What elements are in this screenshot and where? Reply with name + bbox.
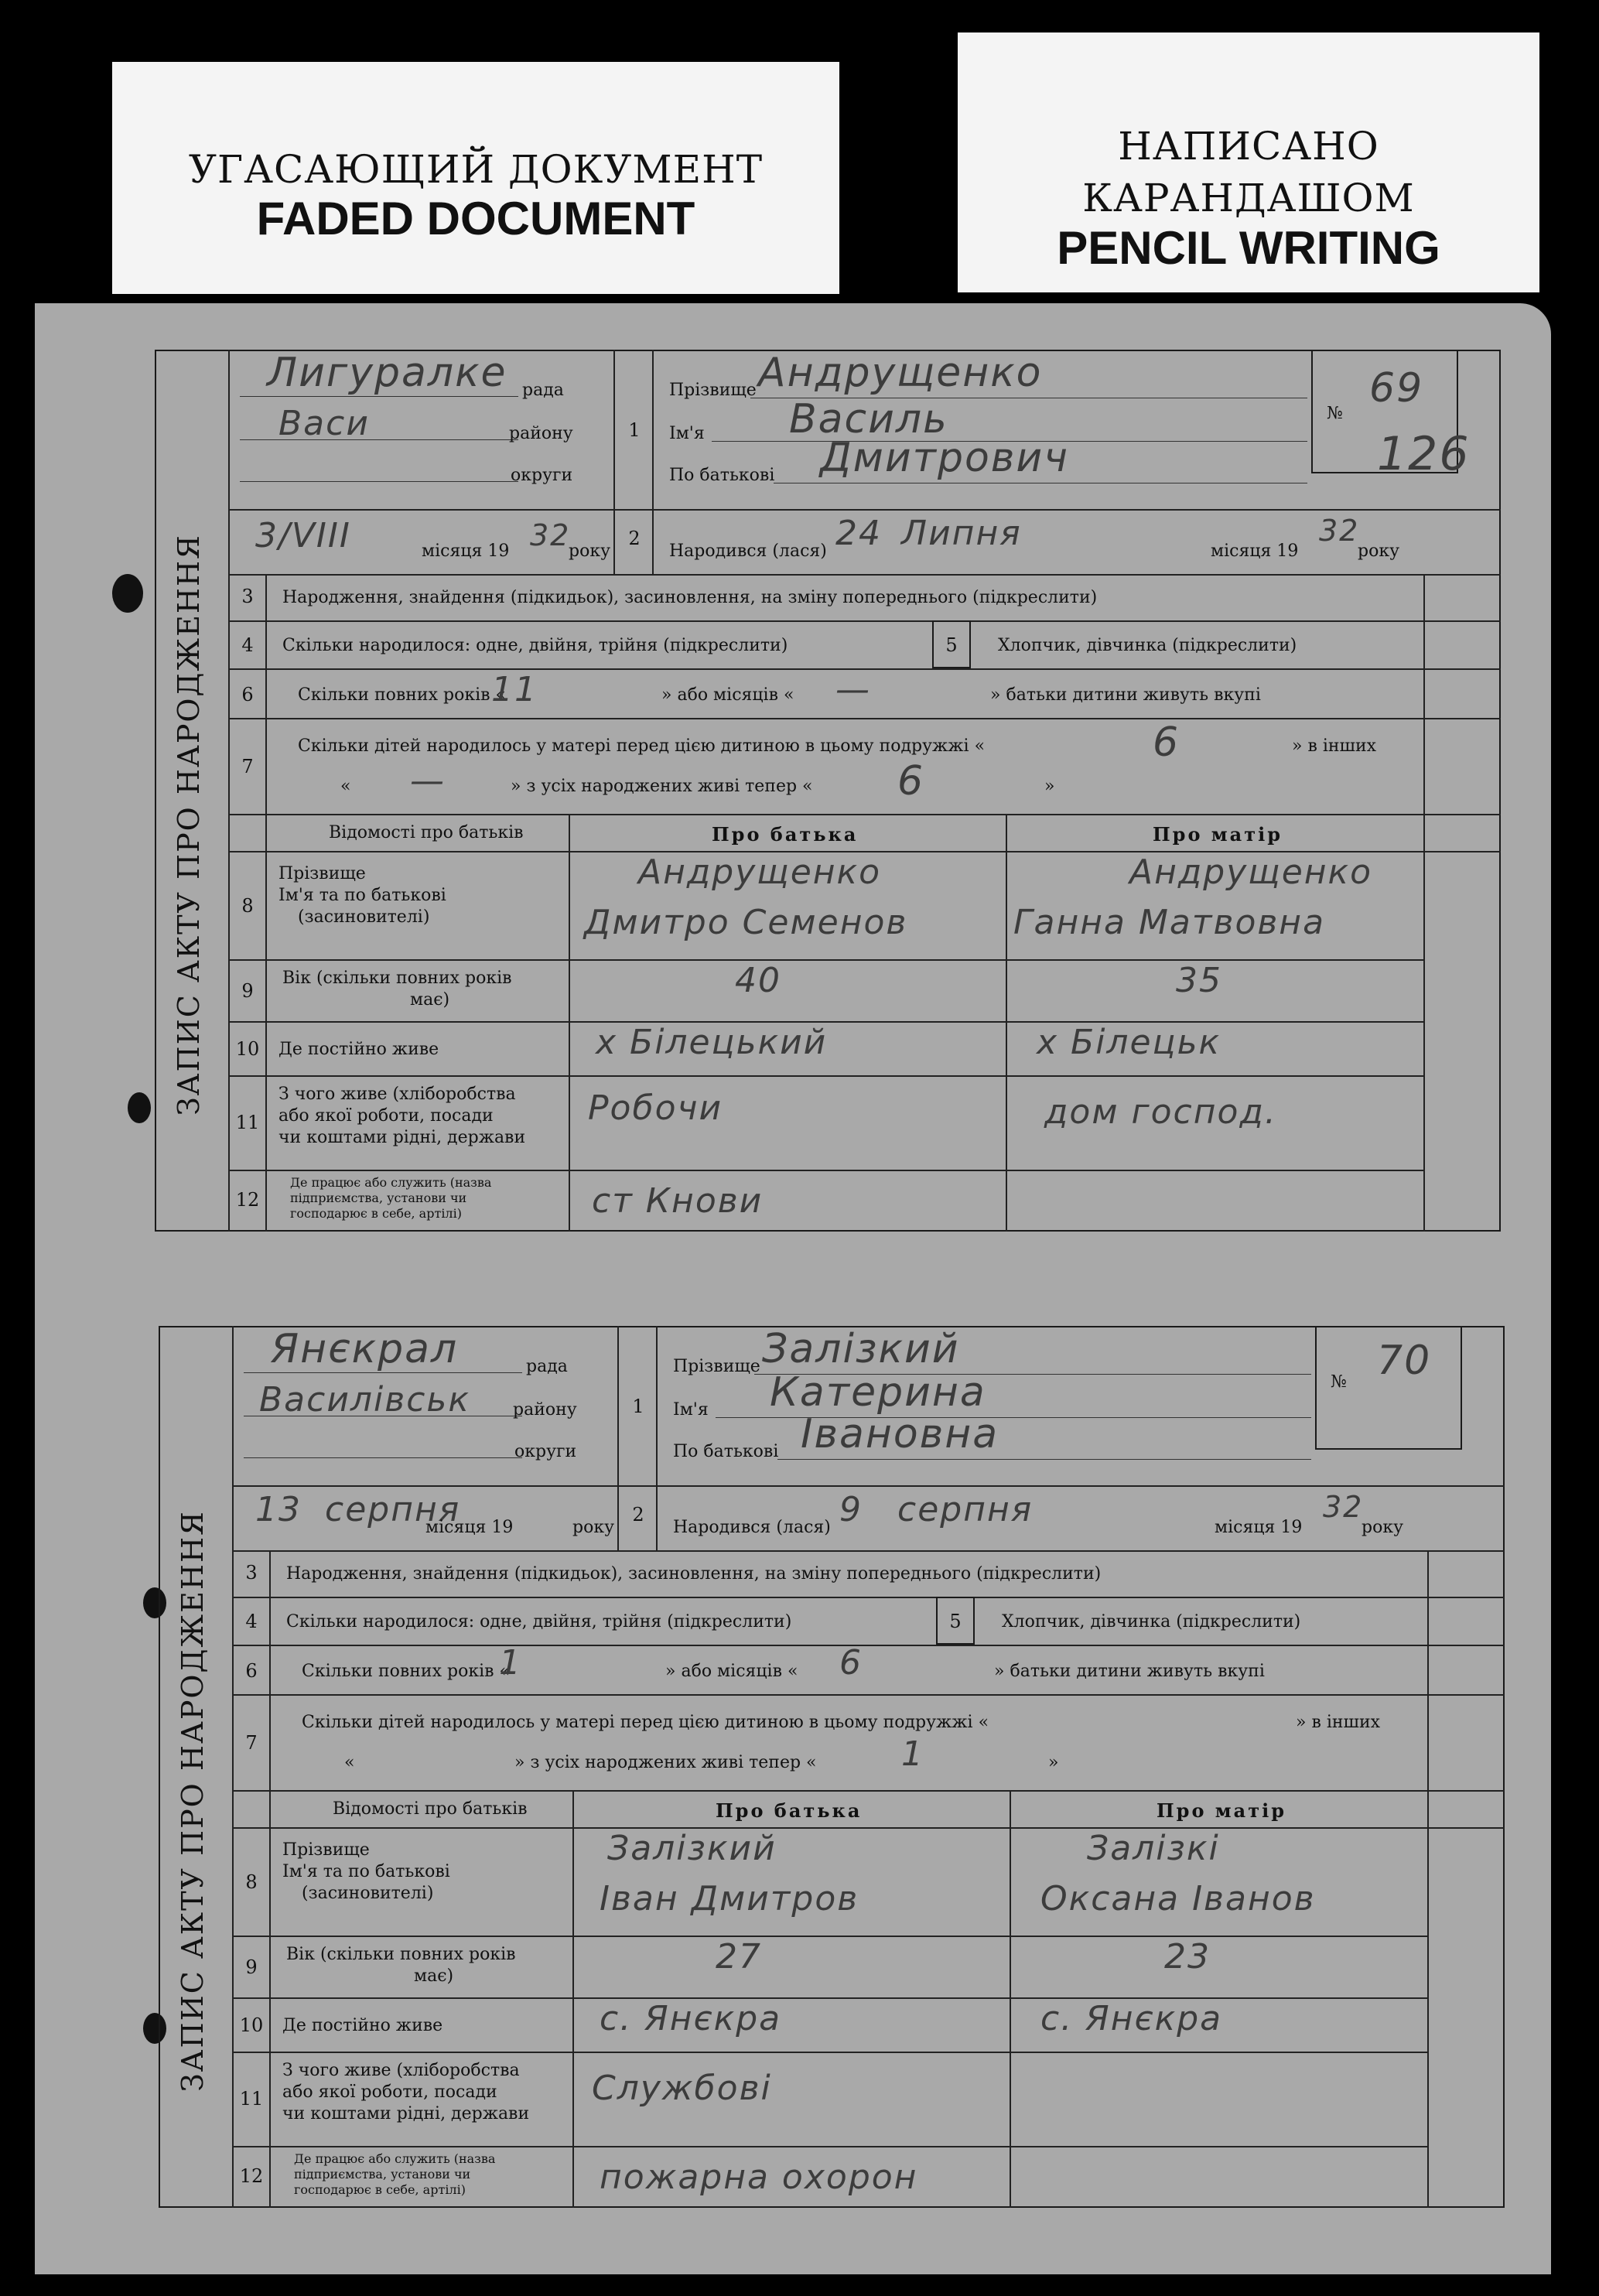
child-name: Катерина [770,1369,986,1416]
month-year-label: місяця 19 [425,1518,514,1537]
father-name: Іван Дмитров [600,1879,859,1918]
children-before: 6 [1153,719,1180,766]
child-surname: Залізкий [762,1326,960,1372]
record-number: 70 [1377,1338,1432,1384]
row5-text: Хлопчик, дівчинка (підкреслити) [998,636,1297,655]
children-other: — [410,761,446,801]
raion-label: району [509,424,573,443]
r11-label-2: або якої роботи, посади [282,2082,497,2102]
father-surname: Залізкий [607,1829,777,1868]
raion-value: Василівськ [259,1380,470,1420]
row7-text-c: « [344,1753,355,1772]
row-number: 3 [241,586,254,607]
label-pencil-en: PENCIL WRITING [1057,222,1440,274]
r12-label-1: Де працює або служить (назва [294,2151,496,2166]
row-number: 8 [245,1871,258,1893]
row6-text-b: » або місяців « [661,685,794,705]
row7-text-a: Скільки дітей народилось у матері перед цією дитиною в цьому подружжі « [302,1713,989,1732]
mother-surname: Залізкі [1087,1829,1220,1868]
row-number: 8 [241,895,254,917]
child-surname: Андрущенко [758,350,1043,396]
row3-text: Народження, знайдення (підкидьок), засиновлення, на зміну попереднього (підкреслити) [286,1564,1102,1584]
row-number: 2 [628,528,641,549]
year-label: року [569,542,611,561]
punch-hole [112,574,143,613]
mother-name: Оксана Іванов [1040,1879,1316,1918]
r9-label-2: має) [410,990,450,1010]
row-number: 9 [241,980,254,1002]
row-number: 12 [239,2165,264,2187]
r11-label-3: чи коштами рідні, держави [278,1128,526,1147]
birth-month: Липня [901,514,1022,553]
row-number: 2 [632,1504,644,1526]
r12-label-3: господарює в себе, артілі) [294,2182,466,2197]
mother-age: 35 [1176,961,1222,1000]
name-label: Ім'я [673,1400,709,1420]
row7-text-b: » в інших [1292,736,1377,756]
registration-day: 13 [255,1490,302,1529]
year-label: року [1362,1518,1404,1537]
punch-hole [128,1092,151,1123]
record-number-2: 126 [1377,427,1471,481]
month-year-label: місяця 19 [1215,1518,1303,1537]
r8-label-1: Прізвище [278,864,366,883]
registration-month: серпня [325,1490,461,1529]
row-number: 1 [632,1396,644,1417]
row-number: 4 [245,1611,258,1632]
father-residence: с. Янєкра [600,1999,782,2038]
months-together: 6 [839,1643,863,1683]
birth-day: 24 [835,514,882,553]
month-year-label: місяця 19 [422,542,510,561]
r12-label-2: підприємства, установи чи [294,2167,471,2182]
row-number: 6 [245,1660,258,1682]
father-age: 40 [735,961,781,1000]
row7-text-d: » з усіх народжених живі тепер « [511,777,813,796]
row-number: 10 [235,1038,260,1060]
row5-text: Хлопчик, дівчинка (підкреслити) [1002,1612,1301,1631]
r12-label-2: підприємства, установи чи [290,1191,467,1205]
patronymic-label: По батькові [669,466,775,485]
r8-label-3: (засиновителі) [298,907,430,927]
okruha-label: округи [514,1442,577,1461]
years-together: 1 [499,1643,522,1683]
r11-label-1: З чого живе (хліборобства [282,2061,520,2080]
row4-text: Скільки народилося: одне, двійня, трійня (підкреслити) [286,1612,792,1631]
surname-label: Прізвище [669,381,757,400]
row6-text-b: » або місяців « [665,1662,798,1681]
mother-surname: Андрущенко [1129,852,1373,892]
r8-label-1: Прізвище [282,1840,370,1860]
row-number: 5 [945,634,958,656]
label-pencil-ru-2: КАРАНДАШОМ [1082,176,1415,220]
rada-label: рада [522,381,564,400]
row7-text-b: » в інших [1296,1713,1381,1732]
row-number: 11 [235,1112,260,1133]
label-pencil-ru-1: НАПИСАНО [1118,124,1379,169]
row7-text-c: « [340,777,351,796]
name-label: Ім'я [669,424,705,443]
mother-residence: х Білецьк [1037,1023,1221,1062]
born-label: Народився (лася) [669,542,827,561]
row6-text-a: Скільки повних років « [298,685,506,705]
alive-now: 6 [897,758,925,805]
number-label: № [1331,1372,1347,1392]
side-title: ЗАПИС АКТУ ПРО НАРОДЖЕННЯ [172,534,206,1116]
mother-occupation: дом господ. [1044,1092,1277,1132]
okruha-label: округи [511,466,573,485]
registration-year: 32 [530,518,571,552]
r9-label-1: Вік (скільки повних років [286,1945,516,1964]
record-number: 69 [1369,365,1424,412]
row7-text-a: Скільки дітей народилось у матері перед цією дитиною в цьому подружжі « [298,736,986,756]
father-occupation: Робочи [588,1088,723,1128]
row-number: 7 [245,1732,258,1754]
mother-residence: с. Янєкра [1040,1999,1223,2038]
father-age: 27 [716,1937,762,1977]
year-label: року [572,1518,615,1537]
document-page [35,303,1551,2274]
month-year-label: місяця 19 [1211,542,1299,561]
row-number: 3 [245,1562,258,1584]
row-number: 1 [628,419,641,441]
r8-label-2: Ім'я та по батькові [278,886,446,905]
rada-value: Янєкрал [271,1326,459,1372]
row-number: 4 [241,634,254,656]
birth-record-1 [155,350,1501,1232]
column-header-mother: Про матір [1157,1799,1286,1822]
row6-text-c: » батьки дитини живуть вкупі [990,685,1261,705]
registration-day: 3/VIII [255,516,351,555]
mother-age: 23 [1164,1937,1211,1977]
r8-label-3: (засиновителі) [302,1884,434,1903]
column-header-mother: Про матір [1153,823,1283,846]
row3-text: Народження, знайдення (підкидьок), засиновлення, на зміну попереднього (підкреслити) [282,588,1098,607]
father-occupation: Службові [592,2069,772,2108]
birth-record-2 [159,1326,1505,2208]
side-title: ЗАПИС АКТУ ПРО НАРОДЖЕННЯ [176,1510,210,2092]
row7-text-e: » [1044,777,1055,796]
row-number: 7 [241,756,254,777]
father-surname: Андрущенко [638,852,882,892]
surname-label: Прізвище [673,1357,760,1376]
label-faded-en: FADED DOCUMENT [256,193,695,244]
father-workplace: пожарна охорон [600,2158,918,2197]
r9-label-1: Вік (скільки повних років [282,969,512,988]
row4-text: Скільки народилося: одне, двійня, трійня (підкреслити) [282,636,788,655]
row7-text-e: » [1048,1753,1059,1772]
faded-document-label [112,62,839,294]
child-patronymic: Івановна [801,1411,999,1457]
row-number: 11 [239,2088,264,2110]
pencil-writing-label [958,32,1539,292]
label-faded-ru: УГАСАЮЩИЙ ДОКУМЕНТ [188,147,764,192]
row-number: 10 [239,2014,264,2036]
birth-day: 9 [839,1490,863,1529]
column-header-father: Про батька [712,823,859,846]
alive-now: 1 [901,1734,924,1774]
row-number: 6 [241,684,254,706]
r9-label-2: має) [414,1966,454,1986]
father-name: Дмитро Семенов [584,903,908,942]
year-label: року [1358,542,1400,561]
months-together: — [835,670,871,709]
raion-value: Васи [278,404,370,443]
rada-value: Лигуралке [267,350,507,396]
row-number: 9 [245,1956,258,1978]
number-label: № [1327,404,1343,423]
r8-label-2: Ім'я та по батькові [282,1862,450,1881]
raion-label: району [513,1400,577,1420]
r12-label-3: господарює в себе, артілі) [290,1206,462,1221]
row-number: 12 [235,1189,260,1211]
rada-label: рада [526,1357,568,1376]
column-header-father: Про батька [716,1799,863,1822]
patronymic-label: По батькові [673,1442,779,1461]
child-name: Василь [789,396,948,442]
child-patronymic: Дмитрович [820,435,1069,481]
row6-text-c: » батьки дитини живуть вкупі [994,1662,1265,1681]
birth-month: серпня [897,1490,1034,1529]
row-number: 5 [949,1611,962,1632]
row7-text-d: » з усіх народжених живі тепер « [514,1753,817,1772]
father-residence: х Білецький [596,1023,828,1062]
column-header-info: Відомості про батьків [333,1799,528,1819]
r10-label: Де постійно живе [278,1040,439,1059]
years-together: 11 [491,670,538,709]
father-workplace: ст Кнови [592,1181,764,1221]
r11-label-1: З чого живе (хліборобства [278,1085,516,1104]
birth-year: 32 [1319,514,1360,548]
r12-label-1: Де працює або служить (назва [290,1175,492,1190]
r10-label: Де постійно живе [282,2016,443,2035]
r11-label-2: або якої роботи, посади [278,1106,494,1126]
birth-year: 32 [1323,1490,1364,1524]
born-label: Народився (лася) [673,1518,831,1537]
row6-text-a: Скільки повних років « [302,1662,510,1681]
r11-label-3: чи коштами рідні, держави [282,2104,530,2123]
mother-name: Ганна Матвовна [1013,903,1326,942]
column-header-info: Відомості про батьків [329,823,524,842]
